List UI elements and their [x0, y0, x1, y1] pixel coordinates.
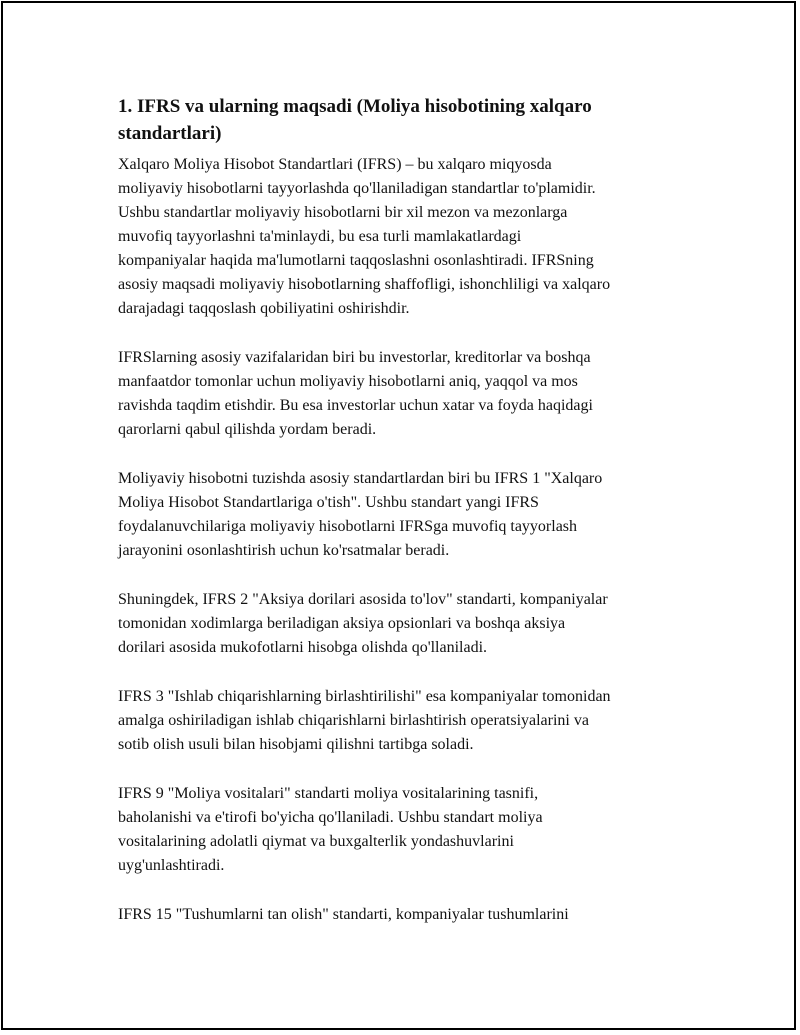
text-line: kompaniyalar haqida ma'lumotlarni taqqoslashni osonlashtiradi. IFRSning — [118, 252, 594, 269]
text-line: ravishda taqdim etishdir. Bu esa investorlar uchun xatar va foyda haqidagi — [118, 397, 593, 414]
text-line: moliyaviy hisobotlarni tayyorlashda qo'llaniladigan standartlar to'plamidir. — [118, 180, 596, 197]
text-line: jarayonini osonlashtirish uchun ko'rsatmalar beradi. — [118, 542, 450, 559]
text-line: Xalqaro Moliya Hisobot Standartlari (IFRS) – bu xalqaro miqyosda — [118, 156, 552, 173]
text-line: qarorlarni qabul qilishda yordam beradi. — [118, 421, 377, 438]
text-line: asosiy maqsadi moliyaviy hisobotlarning shaffofligi, ishonchliligi va xalqaro — [118, 276, 611, 293]
text-line: sotib olish usuli bilan hisobjami qilishni tartibga soladi. — [118, 736, 474, 753]
document-body — [118, 93, 718, 952]
text-line: IFRS 3 "Ishlab chiqarishlarning birlashtirilishi" esa kompaniyalar tomonidan — [118, 688, 611, 705]
paragraph-ifrs-2 — [118, 588, 718, 660]
text-line: Moliyaviy hisobotni tuzishda asosiy standartlardan biri bu IFRS 1 "Xalqaro — [118, 470, 603, 487]
text-line: foydalanuvchilariga moliyaviy hisobotlarni IFRSga muvofiq tayyorlash — [118, 518, 578, 535]
paragraph-ifrs-9 — [118, 782, 718, 878]
title-line: standartlari) — [118, 123, 222, 144]
paragraph-ifrs-1 — [118, 467, 718, 563]
text-line: IFRS 15 "Tushumlarni tan olish" standarti, kompaniyalar tushumlarini — [118, 906, 569, 923]
text-line: amalga oshiriladigan ishlab chiqarishlarni birlashtirish operatsiyalarini va — [118, 712, 589, 729]
text-line: vositalarining adolatli qiymat va buxgalterlik yondashuvlarini — [118, 833, 514, 850]
paragraph-ifrs-definition — [118, 153, 718, 321]
text-line: muvofiq tayyorlashni ta'minlaydi, bu esa turli mamlakatlardagi — [118, 228, 522, 245]
text-line: IFRSlarning asosiy vazifalaridan biri bu investorlar, kreditorlar va boshqa — [118, 349, 591, 366]
text-line: IFRS 9 "Moliya vositalari" standarti moliya vositalarining tasnifi, — [118, 785, 539, 802]
text-line: uyg'unlashtiradi. — [118, 857, 225, 874]
text-line: manfaatdor tomonlar uchun moliyaviy hisobotlarni aniq, yaqqol va mos — [118, 373, 578, 390]
text-line: darajadagi taqqoslash qobiliyatini oshirishdir. — [118, 300, 410, 317]
text-line: Shuningdek, IFRS 2 "Aksiya dorilari asosida to'lov" standarti, kompaniyalar — [118, 591, 608, 608]
paragraph-ifrs-15 — [118, 903, 718, 927]
paragraph-ifrs-3 — [118, 685, 718, 757]
text-line: baholanishi va e'tirofi bo'yicha qo'llaniladi. Ushbu standart moliya — [118, 809, 543, 826]
text-line: Moliya Hisobot Standartlariga o'tish". Ushbu standart yangi IFRS — [118, 494, 539, 511]
document-title — [118, 93, 718, 147]
text-line: Ushbu standartlar moliyaviy hisobotlarni bir xil mezon va mezonlarga — [118, 204, 568, 221]
title-line: 1. IFRS va ularning maqsadi (Moliya hisobotining xalqaro — [118, 96, 592, 117]
paragraph-ifrs-tasks — [118, 346, 718, 442]
text-line: tomonidan xodimlarga beriladigan aksiya opsionlari va boshqa aksiya — [118, 615, 566, 632]
text-line: dorilari asosida mukofotlarni hisobga olishda qo'llaniladi. — [118, 639, 488, 656]
